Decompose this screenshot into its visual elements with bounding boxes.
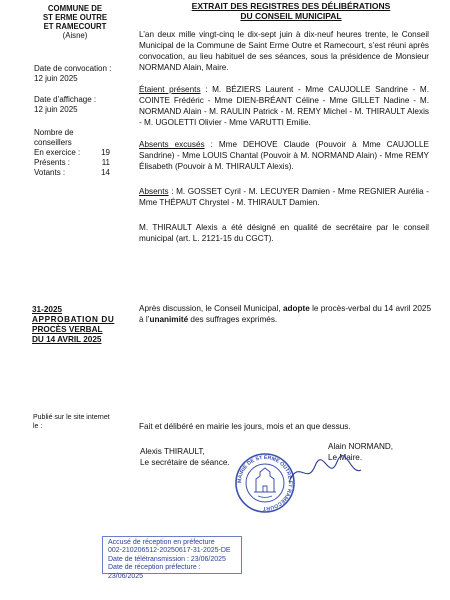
presents-label: Étaient présents <box>139 85 201 94</box>
absents-paragraph <box>139 186 429 208</box>
receipt-line: 002-210206512-20250617-31-2025-DE <box>108 547 231 555</box>
deliberation-text <box>139 303 431 325</box>
count-row <box>34 168 110 178</box>
department-line: (Aisne) <box>62 31 88 40</box>
conseillers-label: Nombre de conseillers <box>34 128 74 147</box>
deliberation-text-part: Après discussion, le Conseil Municipal, <box>139 304 283 313</box>
mayor-role: Le Maire. <box>328 453 363 462</box>
count-label: Votants : <box>34 168 66 177</box>
affichage-date: 12 juin 2025 <box>34 105 78 114</box>
affichage-block <box>34 95 118 115</box>
fait-text: Fait et délibéré en mairie les jours, mois et an que dessus. <box>139 422 351 431</box>
count-value: 19 <box>101 148 110 157</box>
excuses-label: Absents excusés <box>139 140 205 149</box>
presents-paragraph <box>139 84 429 128</box>
commune-line: COMMUNE DE <box>47 4 103 13</box>
mayor-name: Alain NORMAND, <box>328 442 394 451</box>
intro-paragraph: L’an deux mille vingt-cinq le dix-sept juin à dix-neuf heures trente, le Conseil Municipal de la Commune de Saint Erme Outre et Ramecourt, s’est réuni après convocation, au lieu habituel de ses séances, sous la présidence de Monsieur NORMAND Alain, Maire. <box>139 30 429 72</box>
commune-line: ET RAMECOURT <box>43 22 107 31</box>
convocation-block <box>34 64 118 84</box>
count-value: 14 <box>101 168 110 177</box>
count-row <box>34 158 110 168</box>
document-title <box>150 1 432 21</box>
commune-header <box>28 4 122 40</box>
prefecture-receipt <box>102 536 242 580</box>
title-line: DU CONSEIL MUNICIPAL <box>240 11 342 21</box>
receipt-line: Date de réception préfecture : 23/06/2025 <box>108 564 201 580</box>
presents-text: : M. BÉZIERS Laurent - Mme CAUJOLLE Sandrine - M. COINTE Frédéric - Mme DIEN-BRÉANT Céline - Mme GILLET Nadine - M. NORMAND Alain - M. RAULIN Patrick - M. REMY Michel - M. THIRAULT Alexis - M. UGOLETTI Olivier - Mme VARUTTI Emilie. <box>139 85 429 127</box>
mayor-signature-icon <box>285 452 365 492</box>
deliberation-title <box>32 305 118 345</box>
excuses-text: : Mme DEHOVE Claude (Pouvoir à Mme CAUJOLLE Sandrine) - Mme LOUIS Chantal (Pouvoir à M. NORMAND Alain) - Mme REMY Élisabeth (Pouvoir à M. THIRAULT Alexis). <box>139 140 429 171</box>
deliberation-keyword: adopte <box>282 304 310 313</box>
receipt-line: Date de télétransmission : 23/06/2025 <box>108 555 226 563</box>
absents-label: Absents <box>139 187 169 196</box>
excuses-paragraph <box>139 139 429 172</box>
absents-text: : M. GOSSET Cyril - M. LECUYER Damien - Mme REGNIER Aurélia - Mme THÉPAUT Chrystel - M. THIRAULT Damien. <box>139 187 429 207</box>
secretary-name: Alexis THIRAULT, <box>140 447 205 456</box>
receipt-line: Accusé de réception en préfecture <box>108 539 215 546</box>
deliberation-keyword: unanimité <box>149 315 189 324</box>
deliberation-number: 31-2025 <box>32 305 63 314</box>
deliberation-text-part: des suffrages exprimés. <box>188 315 278 324</box>
count-label: En exercice : <box>34 148 81 157</box>
deliberation-title-line: DU 14 AVRIL 2025 <box>32 335 102 344</box>
conseillers-block <box>34 128 118 178</box>
count-row <box>34 148 110 158</box>
convocation-date: 12 juin 2025 <box>34 74 78 83</box>
commune-line: ST ERME OUTRE <box>42 13 108 22</box>
count-label: Présents : <box>34 158 71 167</box>
deliberation-text-part: le procès-verbal du 14 avril 2025 à l’ <box>139 304 431 324</box>
deliberation-title-line: PROCÈS VERBAL <box>32 325 103 334</box>
secretary-role: Le secrétaire de séance. <box>140 458 230 467</box>
seal-text: MAIRIE DE ST ERME OUTRE ET RAMECOURT <box>236 454 294 512</box>
title-line: EXTRAIT DES REGISTRES DES DÉLIBÉRATIONS <box>191 1 391 11</box>
publie-label: Publié sur le site internet le : <box>33 414 110 430</box>
secretaire-paragraph: M. THIRAULT Alexis a été désigné en qualité de secrétaire par le conseil municipal (art. L. 2121-15 du CGCT). <box>139 223 429 243</box>
count-value: 11 <box>101 158 110 167</box>
convocation-label: Date de convocation : <box>34 64 112 73</box>
deliberation-title-line: APPROBATION DU <box>32 315 115 324</box>
affichage-label: Date d’affichage : <box>34 95 97 104</box>
